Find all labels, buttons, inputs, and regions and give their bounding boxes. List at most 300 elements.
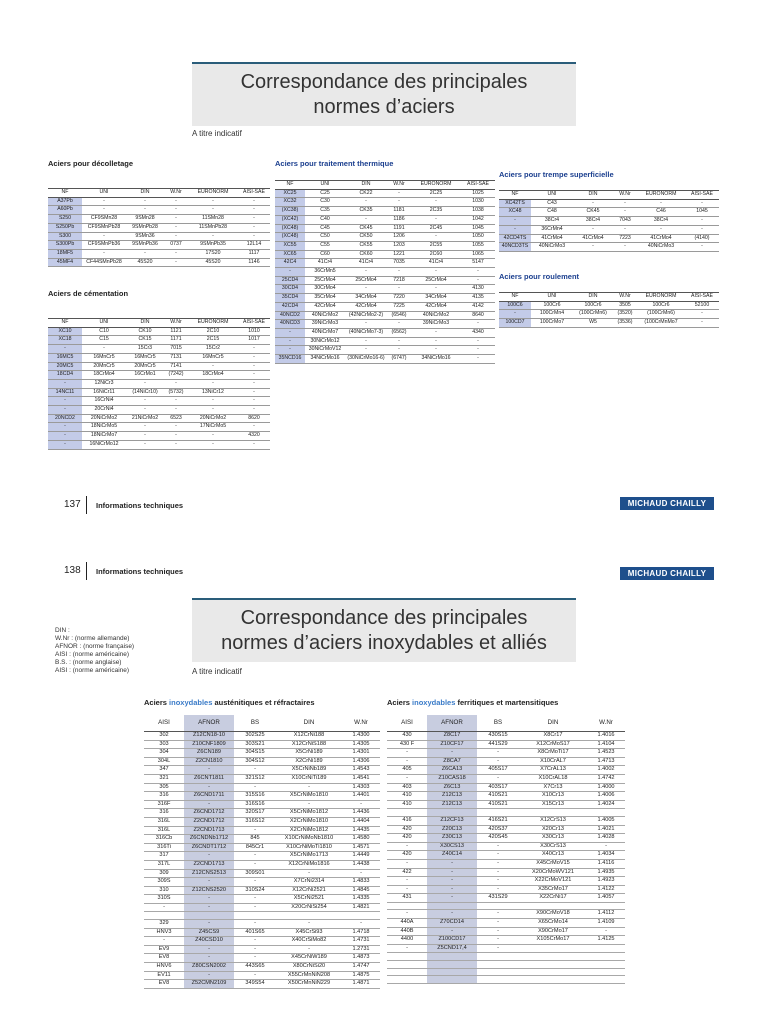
table-cell: - [387, 944, 427, 953]
table-row [48, 197, 270, 206]
table-cell [144, 912, 184, 920]
table-cell: 42CrMo4 [411, 302, 461, 311]
column-header: NF [48, 319, 82, 328]
table-cell: 845Cr1 [234, 843, 276, 852]
table-cell: 310S [144, 895, 184, 904]
table-cell: - [238, 206, 270, 215]
table-cell: X40Cr13 [519, 851, 587, 860]
table-cell: - [387, 885, 427, 894]
column-header: UNI [82, 189, 126, 198]
table-cell [387, 902, 427, 910]
table-austenitic [144, 715, 380, 989]
table-cell: - [184, 895, 234, 904]
table-cell: - [234, 937, 276, 946]
table-cell: 321 [144, 774, 184, 783]
table-cell: - [477, 851, 519, 860]
table-row [387, 740, 625, 749]
column-header: W.Nr [613, 191, 637, 200]
page1-logo: MICHAUD CHAILLY [620, 497, 714, 510]
table-cell: 316Cb [144, 835, 184, 844]
table-cell [519, 953, 587, 961]
table-cell: 16MC5 [48, 353, 82, 362]
table-row [387, 968, 625, 976]
table-cell: - [82, 232, 126, 241]
table-cell: - [387, 346, 411, 355]
table-ferritic [387, 715, 625, 984]
column-header: EURONORM [188, 319, 238, 328]
table-cell: - [427, 894, 477, 903]
table-cell: 30NiCrMo12 [305, 337, 345, 346]
table-cell [427, 961, 477, 969]
table-cell: 1121 [164, 327, 188, 336]
table-row [275, 337, 495, 346]
table-row [387, 842, 625, 851]
table-cell: - [477, 877, 519, 886]
table-cell: - [48, 432, 82, 441]
table-cell: 18CD4 [48, 371, 82, 380]
table-cell: - [342, 869, 380, 878]
table-cell: 1017 [238, 336, 270, 345]
table-cell: - [685, 199, 719, 208]
table-cell: 12L14 [238, 241, 270, 250]
table-cell: - [234, 920, 276, 929]
table-cell: 1.4000 [587, 783, 625, 792]
table-cell: 1.4871 [342, 980, 380, 989]
table-cell [519, 968, 587, 976]
table-cell: (XC48) [275, 233, 305, 242]
table-cell: - [387, 877, 427, 886]
table-cell: - [188, 197, 238, 206]
table-cell: XC18 [48, 336, 82, 345]
table-cell: 42CrMo4 [345, 302, 387, 311]
table-cell: 316 [144, 809, 184, 818]
table-cell: Z2CND1713 [184, 860, 234, 869]
table-cell: 309S [144, 878, 184, 887]
section-title-decolletage: Aciers pour décolletage [48, 159, 134, 168]
table-cell: XC42TS [499, 199, 531, 208]
table-cell: - [613, 243, 637, 252]
table-cell: 1050 [461, 233, 495, 242]
table-cell: 16MnCr5 [188, 353, 238, 362]
table-row [48, 206, 270, 215]
table-cell: - [461, 337, 495, 346]
table-cell: 1045 [461, 224, 495, 233]
table-cell: - [144, 903, 184, 912]
page2-title [192, 598, 576, 662]
table-cell: - [164, 406, 188, 415]
table-cell: 42CrMo4 [305, 302, 345, 311]
table-cell: - [685, 225, 719, 234]
table-cell: XC55 [275, 241, 305, 250]
table-row [499, 199, 719, 208]
table-cell: 1.4571 [342, 843, 380, 852]
table-cell: 14NC11 [48, 388, 82, 397]
table-cell: C50 [305, 233, 345, 242]
table-cell [427, 976, 477, 984]
table-cell: - [234, 971, 276, 980]
page1-title [192, 62, 576, 126]
table-row [387, 953, 625, 961]
table-row [275, 189, 495, 198]
table-cell: - [387, 757, 427, 766]
table-cell: X2CrNi189 [276, 757, 342, 766]
table-cell: 4320 [238, 432, 270, 441]
table-row [387, 749, 625, 758]
table-cell: 40NiCrMo7 [305, 328, 345, 337]
table-cell: Z2CN1810 [184, 757, 234, 766]
table-cell: X90CrMo17 [519, 927, 587, 936]
table-cell: - [238, 406, 270, 415]
table-cell: - [164, 197, 188, 206]
table-cell: 1.4104 [587, 740, 625, 749]
table-cell: (6747) [387, 355, 411, 364]
legend-line: DIN : [55, 627, 70, 634]
table-cell: 401S65 [234, 928, 276, 937]
table-cell: - [276, 945, 342, 954]
table-cell: 7043 [613, 217, 637, 226]
table-cell: X45CrMoV15 [519, 859, 587, 868]
table-row [144, 869, 380, 878]
table-cell [477, 976, 519, 984]
table-cell [477, 968, 519, 976]
table-cell [477, 902, 519, 910]
table-row [144, 732, 380, 741]
table-cell: - [188, 362, 238, 371]
table-cell: X40CrSiMo82 [276, 937, 342, 946]
table-cell: 18CrMo4 [82, 371, 126, 380]
table-cell [519, 961, 587, 969]
table-cell: 1.4401 [342, 792, 380, 801]
table-cell: - [164, 397, 188, 406]
table-cell: 317L [144, 860, 184, 869]
table-cell: - [573, 199, 613, 208]
table-cell: - [126, 440, 164, 449]
table-cell: 20MC5 [48, 362, 82, 371]
table-cell: - [387, 842, 427, 851]
table-cell: 100C6 [499, 301, 531, 310]
table-cell: 1.4116 [587, 859, 625, 868]
table-cell: - [345, 215, 387, 224]
table-cell: 16NiCrMo12 [82, 440, 126, 449]
table-cell: - [387, 749, 427, 758]
table-cell: C25 [305, 189, 345, 198]
table-cell: 1.4306 [342, 757, 380, 766]
column-header: AISI-SAE [685, 191, 719, 200]
table-cell: X8Cr17 [519, 732, 587, 741]
table-cell [587, 944, 625, 953]
table-cell: 1.4718 [342, 928, 380, 937]
table-cell: 1.4006 [587, 792, 625, 801]
table-cell: X105CrMo17 [519, 936, 587, 945]
table-cell: 0737 [164, 241, 188, 250]
table-row [48, 371, 270, 380]
table-row [144, 766, 380, 775]
table-cell: 39NiCrMo3 [305, 320, 345, 329]
table-cell: - [345, 337, 387, 346]
table-cell: - [188, 432, 238, 441]
table-header-row [275, 181, 495, 190]
table-cell: Z45CS9 [184, 928, 234, 937]
table-cell: - [477, 757, 519, 766]
table-cell: - [234, 903, 276, 912]
table-row [275, 198, 495, 207]
table-cell: 41CrMo4 [531, 234, 573, 243]
table-cell: CK45 [345, 224, 387, 233]
table-cell: S250 [48, 215, 82, 224]
table-cell: - [234, 783, 276, 792]
column-header: EURONORM [637, 191, 685, 200]
table-cell: - [82, 197, 126, 206]
table-cell: (100CrMnMo7 [637, 319, 685, 328]
table-cell: (7242) [164, 371, 188, 380]
table-cell: - [427, 910, 477, 919]
table-cell: 52100 [685, 301, 719, 310]
table-cell: - [685, 217, 719, 226]
table-cell: - [613, 199, 637, 208]
table-cell: 16CrNi4 [82, 397, 126, 406]
table-cell: 1.4731 [342, 937, 380, 946]
table-row [387, 910, 625, 919]
table-cell: 1042 [461, 215, 495, 224]
section-title-ferritic-hl: inoxydables [412, 698, 456, 707]
table-cell: CF9SMn28 [82, 215, 126, 224]
table-row [275, 285, 495, 294]
table-row [387, 834, 625, 843]
column-header: W.Nr [164, 189, 188, 198]
table-cell: 4135 [461, 294, 495, 303]
table-cell: 25CrMo4 [345, 276, 387, 285]
table-cell: - [411, 215, 461, 224]
table-cell: 420 [387, 825, 427, 834]
table-cell: X5CrNiMo1810 [276, 792, 342, 801]
table-cell: X45CrNiW189 [276, 954, 342, 963]
table-cell: - [48, 345, 82, 354]
table-cell: 41CrMo4 [637, 234, 685, 243]
table-row [275, 302, 495, 311]
table-cell: - [48, 440, 82, 449]
table-cell: 430 F [387, 740, 427, 749]
table-cell: - [164, 423, 188, 432]
table-cell: 16MnCr5 [126, 353, 164, 362]
table-row [275, 224, 495, 233]
table-row [275, 294, 495, 303]
table-cell: 40NCD3 [275, 320, 305, 329]
table-cell: - [234, 860, 276, 869]
table-cell: - [82, 206, 126, 215]
table-cell: 1.4034 [587, 851, 625, 860]
table-cell: - [276, 800, 342, 809]
table-cell: - [238, 232, 270, 241]
table-cell: 7225 [387, 302, 411, 311]
table-cell [477, 953, 519, 961]
table-cell: - [188, 232, 238, 241]
table-row [387, 976, 625, 984]
table-traitement [275, 180, 495, 364]
table-cell: X22CrMoV121 [519, 877, 587, 886]
section-title-austenitic-pre: Aciers [144, 698, 170, 707]
table-cell: 321S12 [234, 774, 276, 783]
table-cell: 16MnCr5 [82, 353, 126, 362]
table-cell: X80CrNiSi20 [276, 963, 342, 972]
table-cell: 2C15 [188, 336, 238, 345]
table-cell: 422 [387, 868, 427, 877]
table-cell: 38Cr4 [573, 217, 613, 226]
table-cell: 1171 [164, 336, 188, 345]
page1-title-line-1: Correspondance des principales [240, 71, 528, 93]
table-cell: 2C55 [411, 241, 461, 250]
table-cell: 5147 [461, 259, 495, 268]
table-cell: Z30C13 [427, 834, 477, 843]
table-cell: - [276, 920, 342, 929]
table-row [387, 902, 625, 910]
table-row [275, 276, 495, 285]
table-cell: - [188, 440, 238, 449]
table-cell [184, 912, 234, 920]
table-cell: 403S17 [477, 783, 519, 792]
table-cell: CK50 [345, 233, 387, 242]
table-cell: - [48, 406, 82, 415]
table-cell: 13NiCr12 [188, 388, 238, 397]
table-cell: 100CrMn4 [531, 310, 573, 319]
table-cell: - [387, 285, 411, 294]
table-row [275, 241, 495, 250]
table-cell: Z12C13 [427, 800, 477, 809]
table-cell: CK45 [573, 208, 613, 217]
table-row [144, 792, 380, 801]
table-cell: - [164, 379, 188, 388]
table-cell: - [499, 217, 531, 226]
page1-title-line-2: normes d’aciers [313, 96, 455, 118]
table-cell: - [461, 276, 495, 285]
table-row [144, 980, 380, 989]
table-cell: XC65 [275, 250, 305, 259]
table-cell: 304S15 [234, 749, 276, 758]
table-cell [587, 961, 625, 969]
table-cell: CK60 [345, 250, 387, 259]
table-row [144, 878, 380, 887]
table-cell: XC10 [48, 327, 82, 336]
table-cell: C10 [82, 327, 126, 336]
table-cell: 36CrMn5 [305, 268, 345, 277]
table-cell: - [387, 859, 427, 868]
table-cell: 18NiCrMo5 [82, 423, 126, 432]
table-cell: - [637, 199, 685, 208]
table-cell: 410S21 [477, 800, 519, 809]
table-cell: - [275, 268, 305, 277]
table-cell: 1.4845 [342, 886, 380, 895]
table-cell: 34NiCrMo16 [305, 355, 345, 364]
table-cell: 1.4543 [342, 766, 380, 775]
column-header: AFNOR [184, 715, 234, 732]
column-header: AISI-SAE [238, 189, 270, 198]
table-cell: - [126, 197, 164, 206]
table-row [387, 961, 625, 969]
table-row [48, 232, 270, 241]
table-cell: - [188, 406, 238, 415]
table-cell: Z6CN189 [184, 749, 234, 758]
table-cell: 845 [234, 835, 276, 844]
table-cell: 40NiCrMo3 [531, 243, 573, 252]
table-row [144, 774, 380, 783]
table-cell: - [82, 345, 126, 354]
table-cell: - [238, 215, 270, 224]
table-row [275, 311, 495, 320]
table-cell: 34NiCrMo16 [411, 355, 461, 364]
table-cell: 40NiCrMo3 [637, 243, 685, 252]
table-cell: - [427, 927, 477, 936]
table-cell: 7141 [164, 362, 188, 371]
table-cell: 1.4742 [587, 774, 625, 783]
table-cell: - [234, 878, 276, 887]
table-cell: 42CD4TS [499, 234, 531, 243]
table-cell: (XC38) [275, 207, 305, 216]
table-cell: - [234, 852, 276, 861]
table-cell: 18CrMo4 [188, 371, 238, 380]
table-row [144, 809, 380, 818]
table-cell [587, 968, 625, 976]
table-row [144, 920, 380, 929]
table-cell: - [637, 225, 685, 234]
column-header: UNI [305, 181, 345, 190]
table-cell: - [184, 852, 234, 861]
table-cell: 2C35 [411, 207, 461, 216]
table-cell: C60 [305, 250, 345, 259]
table-cell: 20NiCrMo2 [188, 414, 238, 423]
table-cell: - [411, 328, 461, 337]
page1-footer-divider [86, 496, 87, 514]
table-cell: 7015 [164, 345, 188, 354]
table-cell: Z12CNS2513 [184, 869, 234, 878]
table-cell: - [345, 346, 387, 355]
table-cell [587, 902, 625, 910]
table-cell: 316F [144, 800, 184, 809]
table-cell: - [477, 944, 519, 953]
table-cell: - [477, 927, 519, 936]
table-cell: X12CrMoS17 [519, 740, 587, 749]
table-row [144, 945, 380, 954]
table-cell: 2C45 [411, 224, 461, 233]
table-cell: C48 [531, 208, 573, 217]
column-header: AISI [387, 715, 427, 732]
table-cell: 315S16 [234, 792, 276, 801]
table-cell: 4130 [461, 285, 495, 294]
table-cell: - [184, 800, 234, 809]
table-cell: X5CrNi189 [276, 749, 342, 758]
table-cell: CK22 [345, 189, 387, 198]
table-cell: - [427, 859, 477, 868]
table-cell: 1.2731 [342, 945, 380, 954]
table-row [48, 414, 270, 423]
page2-title-line-1: Correspondance des principales [240, 607, 528, 629]
table-cell: 25CrMo4 [411, 276, 461, 285]
table-row [387, 919, 625, 928]
table-cell: X35CrMo17 [519, 885, 587, 894]
table-row [387, 757, 625, 766]
table-cell: - [461, 355, 495, 364]
table-cell [519, 944, 587, 953]
table-cell: X10CrNiMoNb1810 [276, 835, 342, 844]
section-title-roulement: Aciers pour roulement [499, 272, 580, 281]
table-cell: Z10CAS18 [427, 774, 477, 783]
column-header: AISI-SAE [238, 319, 270, 328]
table-cell: 4142 [461, 302, 495, 311]
table-cell [427, 953, 477, 961]
table-cell [427, 968, 477, 976]
column-header: W.Nr [587, 715, 625, 732]
table-cell [587, 953, 625, 961]
norms-legend [55, 627, 134, 675]
table-row [387, 885, 625, 894]
